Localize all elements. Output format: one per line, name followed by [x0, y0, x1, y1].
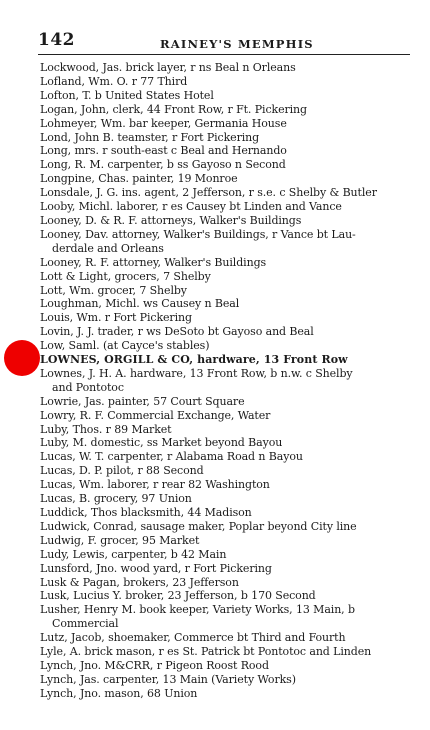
entry-text: Luby, Thos. r 89 Market	[40, 422, 172, 436]
directory-entry	[40, 395, 420, 409]
entry-text: Lusk, Lucius Y. broker, 23 Jefferson, b 170 Second	[40, 589, 316, 603]
entry-text: Logan, John, clerk, 44 Front Row, r Ft. Pickering	[40, 102, 307, 116]
entry-text: Looby, Michl. laborer, r es Causey bt Linden and Vance	[40, 200, 342, 214]
directory-entry	[40, 297, 420, 311]
entry-text: Lott & Light, grocers, 7 Shelby	[40, 269, 211, 283]
directory-entry	[40, 214, 420, 228]
entry-text: Lucas, Wm. laborer, r rear 82 Washington	[40, 478, 270, 492]
entry-text: LOWNES, ORGILL & CO, hardware, 13 Front Row	[40, 353, 348, 367]
entry-text: Lohmeyer, Wm. bar keeper, Germania House	[40, 116, 287, 130]
red-dot-marker	[4, 340, 40, 376]
directory-entry	[40, 353, 420, 367]
directory-entry	[40, 339, 420, 353]
entry-text: Lynch, Jno. M&CRR, r Pigeon Roost Rood	[40, 658, 269, 672]
entry-text: Lynch, Jno. mason, 68 Union	[40, 686, 198, 700]
directory-entry	[40, 520, 420, 534]
entry-text: Lyle, A. brick mason, r es St. Patrick bt Pontotoc and Linden	[40, 645, 372, 659]
directory-entry	[40, 492, 420, 506]
entry-text: Lownes, J. H. A. hardware, 13 Front Row, b n.w. c Shelby	[40, 366, 353, 380]
entry-text: Low, Saml. (at Cayce's stables)	[40, 339, 210, 353]
directory-entry	[40, 200, 420, 214]
directory-entry	[40, 506, 420, 520]
directory-entry	[40, 284, 420, 298]
entry-text: Lucas, D. P. pilot, r 88 Second	[40, 464, 204, 478]
entry-text: Looney, D. & R. F. attorneys, Walker's Buildings	[40, 213, 302, 227]
entry-text: Lowrie, Jas. painter, 57 Court Square	[40, 394, 245, 408]
directory-entry	[40, 464, 420, 478]
directory-entry	[40, 270, 420, 284]
entry-text: Lovin, J. J. trader, r ws DeSoto bt Gayoso and Beal	[40, 325, 314, 339]
directory-entry	[40, 61, 420, 75]
directory-entry	[40, 436, 420, 450]
directory-entry	[40, 117, 420, 131]
directory-entry	[40, 367, 420, 395]
entry-text: Longpine, Chas. painter, 19 Monroe	[40, 172, 238, 186]
entry-text: Ludy, Lewis, carpenter, b 42 Main	[40, 547, 227, 561]
directory-entry	[40, 450, 420, 464]
entry-text: Lott, Wm. grocer, 7 Shelby	[40, 283, 187, 297]
directory-entry	[40, 228, 420, 256]
running-title: RAINEY'S MEMPHIS	[160, 37, 314, 51]
entry-text: Ludwig, F. grocer, 95 Market	[40, 533, 200, 547]
entry-text: Lusher, Henry M. book keeper, Variety Works, 13 Main, b	[40, 603, 355, 617]
directory-entry	[40, 75, 420, 89]
entry-text: Long, R. M. carpenter, b ss Gayoso n Second	[40, 158, 286, 172]
entry-text: Lusk & Pagan, brokers, 23 Jefferson	[40, 575, 239, 589]
directory-entry	[40, 325, 420, 339]
directory-entry	[40, 103, 420, 117]
entry-text: Louis, Wm. r Fort Pickering	[40, 311, 192, 325]
directory-entry	[40, 659, 420, 673]
entry-text: Lutz, Jacob, shoemaker, Commerce bt Third and Fourth	[40, 631, 346, 645]
entry-text: Luddick, Thos blacksmith, 44 Madison	[40, 506, 252, 519]
directory-entry	[40, 131, 420, 145]
entry-text: Looney, R. F. attorney, Walker's Buildings	[40, 255, 267, 269]
directory-entry	[40, 673, 420, 687]
entry-text: Loughman, Michl. ws Causey n Beal	[40, 297, 240, 311]
directory-entries	[40, 61, 420, 701]
entry-text: Lowry, R. F. Commercial Exchange, Water	[40, 408, 271, 422]
entry-text: Lonsdale, J. G. ins. agent, 2 Jefferson, r s.e. c Shelby & Butler	[40, 186, 377, 200]
directory-entry	[40, 645, 420, 659]
directory-entry	[40, 603, 420, 631]
directory-entry	[40, 562, 420, 576]
entry-text: Luby, M. domestic, ss Market beyond Bayou	[40, 436, 283, 450]
entry-text: Lynch, Jas. carpenter, 13 Main (Variety Works)	[40, 672, 296, 686]
page-header	[38, 30, 410, 55]
directory-entry	[40, 534, 420, 548]
directory-entry	[40, 687, 420, 701]
entry-text: Lockwood, Jas. brick layer, r ns Beal n Orleans	[40, 61, 296, 74]
entry-text: Lunsford, Jno. wood yard, r Fort Pickering	[40, 561, 272, 575]
directory-entry	[40, 478, 420, 492]
directory-entry	[40, 158, 420, 172]
directory-entry	[40, 89, 420, 103]
directory-entry	[40, 311, 420, 325]
directory-entry	[40, 144, 420, 158]
directory-entry	[40, 548, 420, 562]
entry-text: Long, mrs. r south-east c Beal and Hernando	[40, 144, 287, 158]
entry-text: Lond, John B. teamster, r Fort Pickering	[40, 130, 260, 144]
directory-entry	[40, 172, 420, 186]
entry-continuation: Commercial	[52, 617, 119, 631]
entry-text: Lofton, T. b United States Hotel	[40, 88, 214, 102]
directory-entry	[40, 256, 420, 270]
entry-continuation: derdale and Orleans	[52, 241, 164, 255]
directory-entry	[40, 186, 420, 200]
page-number: 142	[38, 30, 75, 50]
directory-entry	[40, 631, 420, 645]
directory-entry	[40, 409, 420, 423]
entry-text: Lofland, Wm. O. r 77 Third	[40, 74, 188, 88]
entry-text: Looney, Dav. attorney, Walker's Buildings, r Vance bt Lau-	[40, 227, 356, 241]
entry-text: Lucas, B. grocery, 97 Union	[40, 492, 192, 506]
entry-text: Ludwick, Conrad, sausage maker, Poplar beyond City line	[40, 519, 357, 533]
entry-continuation: and Pontotoc	[52, 380, 124, 394]
directory-entry	[40, 423, 420, 437]
directory-entry	[40, 589, 420, 603]
entry-text: Lucas, W. T. carpenter, r Alabama Road n Bayou	[40, 450, 303, 464]
directory-entry	[40, 576, 420, 590]
